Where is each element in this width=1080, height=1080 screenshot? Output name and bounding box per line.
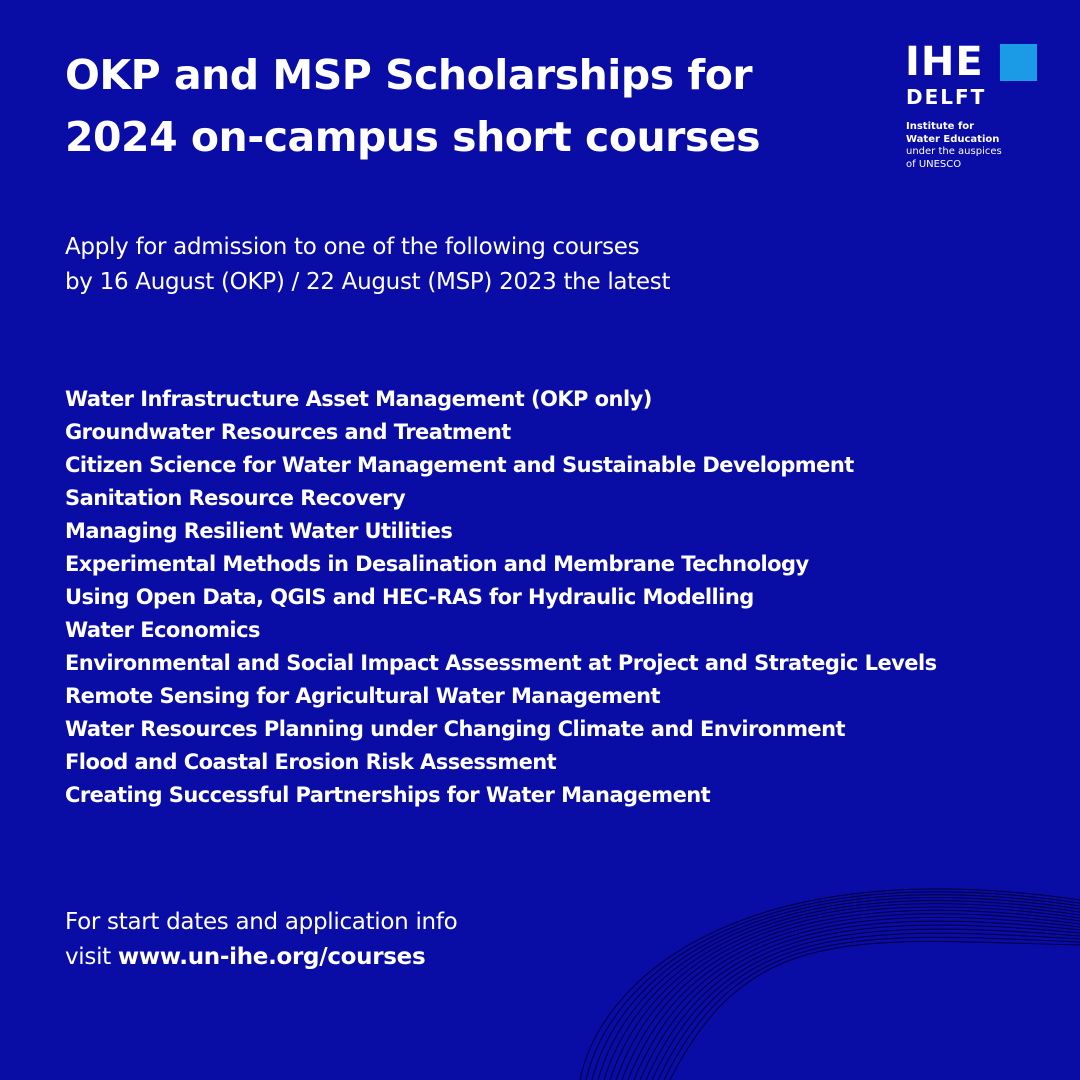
logo-square-icon: [1000, 44, 1037, 81]
wave-line: [580, 889, 1080, 1080]
wave-line: [646, 925, 1080, 1080]
course-item: Water Resources Planning under Changing Climate and Environment: [65, 717, 845, 741]
course-item: Groundwater Resources and Treatment: [65, 420, 511, 444]
course-item: Citizen Science for Water Management and Sustainable Development: [65, 453, 854, 477]
courses-link[interactable]: www.un-ihe.org/courses: [117, 944, 426, 970]
intro-line-2: by 16 August (OKP) / 22 August (MSP) 2023 the latest: [65, 269, 671, 295]
logo-delft-text: DELFT: [906, 85, 987, 109]
course-item: Water Economics: [65, 618, 260, 642]
course-item: Sanitation Resource Recovery: [65, 486, 406, 510]
logo-tagline-line-3: under the auspices: [906, 146, 1002, 157]
wave-line: [592, 895, 1080, 1080]
footer-visit-prefix: visit: [65, 944, 118, 970]
page-title: [65, 44, 885, 168]
footer-line-1: For start dates and application info: [65, 909, 458, 935]
intro-text: [65, 230, 965, 300]
logo-tagline-line-2: Water Education: [906, 133, 1000, 145]
title-line-1: OKP and MSP Scholarships for: [65, 51, 753, 99]
intro-line-1: Apply for admission to one of the following courses: [65, 234, 640, 260]
logo-tagline-line-4: of UNESCO: [906, 158, 962, 170]
course-list: [65, 383, 1055, 812]
course-item: Managing Resilient Water Utilities: [65, 519, 453, 543]
logo-ihe-text: IHE: [905, 39, 984, 85]
course-item: Experimental Methods in Desalination and Membrane Technology: [65, 552, 809, 576]
ihe-delft-logo: [905, 39, 1045, 182]
course-item: Creating Successful Partnerships for Water Management: [65, 783, 711, 807]
title-line-2: 2024 on-campus short courses: [65, 113, 761, 161]
decorative-waves: [560, 830, 1080, 1080]
course-item: Flood and Coastal Erosion Risk Assessment: [65, 750, 557, 774]
course-item: Environmental and Social Impact Assessment at Project and Strategic Levels: [65, 651, 937, 675]
wave-line: [664, 937, 1080, 1080]
course-item: Using Open Data, QGIS and HEC-RAS for Hydraulic Modelling: [65, 585, 754, 609]
logo-tagline: [906, 121, 1002, 171]
wave-line: [610, 904, 1080, 1080]
course-item: Remote Sensing for Agricultural Water Management: [65, 684, 661, 708]
wave-line: [616, 907, 1080, 1080]
course-item: Water Infrastructure Asset Management (OKP only): [65, 387, 652, 411]
wave-line: [658, 933, 1080, 1080]
logo-tagline-line-1: Institute for: [906, 121, 975, 132]
